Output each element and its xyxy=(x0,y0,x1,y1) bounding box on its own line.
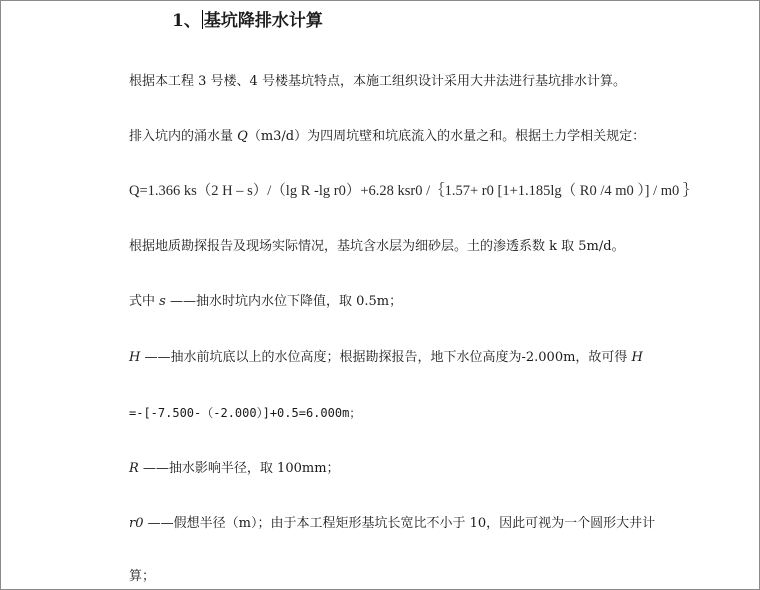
var-h: H xyxy=(129,350,141,365)
definition-s: 式中 s ——抽水时坑内水位下降值，取 0.5m； xyxy=(129,294,403,309)
var-r0: r0 xyxy=(129,516,144,531)
definition-r0: r0 ——假想半径（m）；由于本工程矩形基坑长宽比不小于 10，因此可视为一个圆形大井计 xyxy=(129,516,656,531)
definition-r: R ——抽水影响半径，取 100mm； xyxy=(129,461,340,476)
text-cursor xyxy=(202,10,203,29)
formula: Q=1.366 ks（2 H – s）/（lg R -lg r0）+6.28 ksr0 /｛1.57+ r0 [1+1.185lg（ R0 /4 m0 ）] / m0 ｝ xyxy=(129,183,698,199)
var-r: R xyxy=(129,461,139,476)
section-heading xyxy=(172,9,323,33)
paragraph-geology: 根据地质勘探报告及现场实际情况，基坑含水层为细砂层。土的渗透系数 k 取 5m/d。 xyxy=(129,239,625,254)
paragraph-end: 算； xyxy=(129,569,156,584)
var-s: s xyxy=(159,294,166,309)
var-q: Q xyxy=(237,129,248,144)
heading-title: 基坑降排水计算 xyxy=(203,11,323,31)
paragraph-intro: 根据本工程 3 号楼、4 号楼基坑特点，本施工组织设计采用大井法进行基坑排水计算。 xyxy=(129,74,626,89)
var-h-end: H xyxy=(631,350,643,365)
heading-number: 1、 xyxy=(172,11,201,31)
paragraph-inflow: 排入坑内的涌水量 Q（m3/d）为四周坑壁和坑底流入的水量之和。根据土力学相关规定： xyxy=(129,129,646,144)
calculation-h: =-[-7.500-（-2.000）]+0.5=6.000m； xyxy=(129,406,362,420)
definition-h: H ——抽水前坑底以上的水位高度；根据勘探报告，地下水位高度为-2.000m，故可得 H xyxy=(129,350,643,365)
